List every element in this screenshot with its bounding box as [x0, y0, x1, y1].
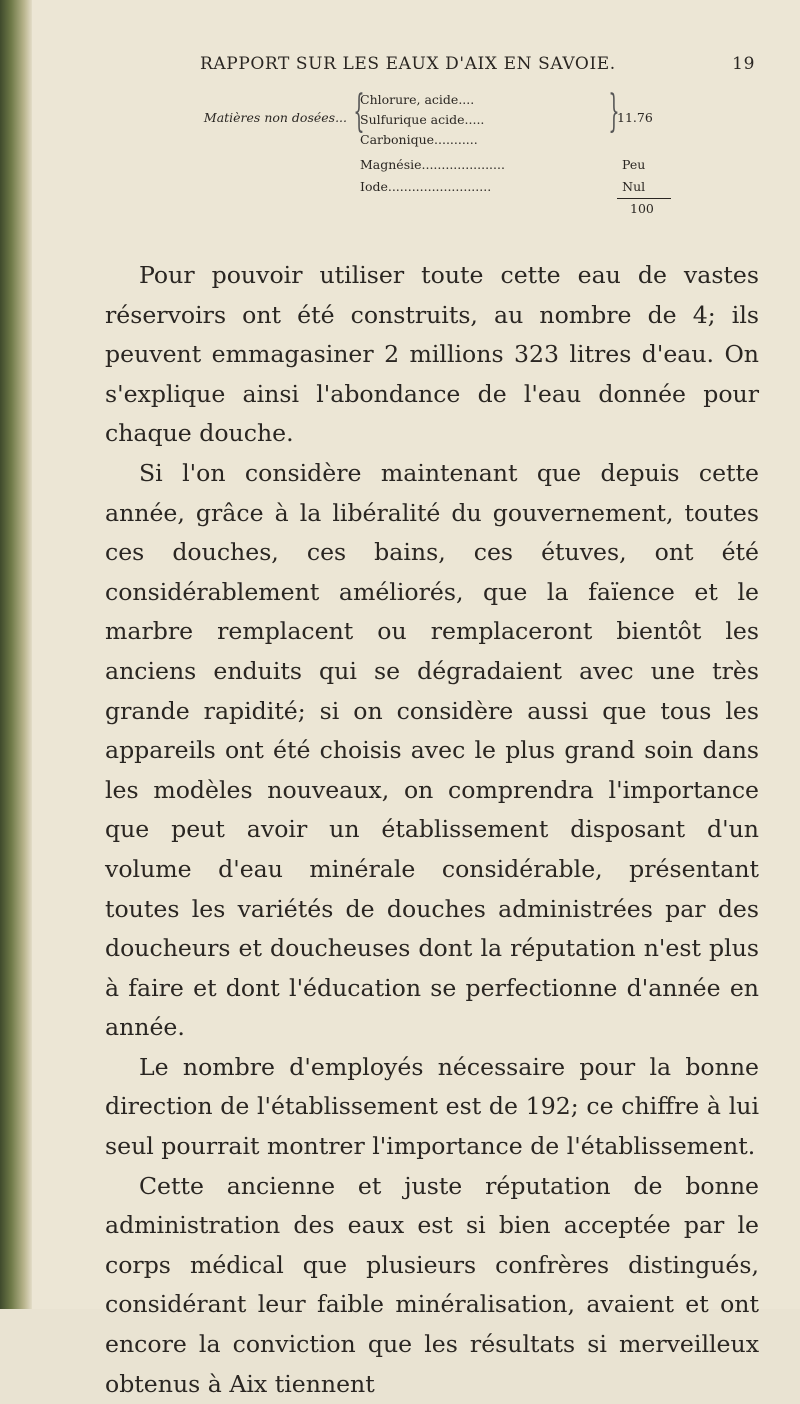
- element-values: [622, 154, 645, 198]
- acid-item: Sulfurique acide.....: [360, 112, 485, 127]
- page-number: 19: [732, 54, 755, 74]
- paragraph: Si l'on considère maintenant que depuis cette année, grâce à la libéralité du gouvernement, toutes ces douches, ces bains, ces étuves, ont été considérablement améliorés, que la faïence et le marbre remplacent ou remplaceront bientôt les anciens enduits qui se dégradaient avec une très grande rapidité; si on considère aussi que tous les appareils ont été choisis avec le plus grand soin dans les modèles nouveaux, on comprendra l'importance que peut avoir un établissement disposant d'un volume d'eau minérale considérable, présentant toutes les variétés de douches administrées par des doucheurs et doucheuses dont la réputation n'est plus à faire et dont l'éducation se perfectionne d'année en année.: [105, 458, 759, 1042]
- paragraph: Cette ancienne et juste réputation de bonne administration des eaux est si bien acceptée par le corps médical que plusieurs confrères distingués, considérant leur faible minéralisation, avaient et ont encore la conviction que les résultats si merveilleux obtenus à Aix tiennent: [105, 1171, 759, 1398]
- element-list: [360, 154, 660, 198]
- element-value: Nul: [622, 179, 646, 194]
- paragraph: Pour pouvoir utiliser toute cette eau de vastes réservoirs ont été construits, au nombre de 4; ils peuvent emmagasiner 2 millions 323 litres d'eau. On s'explique ainsi l'abondance de l'eau donnée pour chaque douche.: [105, 261, 759, 448]
- total-rule: [617, 198, 671, 199]
- paragraph: Le nombre d'employés nécessaire pour la bonne direction de l'établissement est de 192; ce chiffre à lui seul pourrait montrer l'importance de l'établissement.: [105, 1052, 759, 1161]
- element-value: Peu: [622, 157, 646, 172]
- running-header: [200, 54, 755, 74]
- total-value: 100: [630, 201, 654, 216]
- element-label: Iode..........................: [360, 179, 492, 194]
- book-page: [32, 0, 800, 1398]
- acid-item: Chlorure, acide....: [360, 92, 475, 107]
- running-title: RAPPORT SUR LES EAUX D'AIX EN SAVOIE.: [200, 54, 616, 74]
- left-brace-icon: {: [353, 86, 365, 137]
- element-label: Magnésie.....................: [360, 157, 505, 172]
- binding-edge: [0, 0, 32, 1309]
- group-value: 11.76: [617, 110, 653, 125]
- group-label: Matières non dosées...: [203, 110, 347, 125]
- body-text: [105, 256, 759, 1404]
- right-brace-icon: }: [608, 86, 620, 137]
- acid-item: Carbonique...........: [360, 132, 478, 147]
